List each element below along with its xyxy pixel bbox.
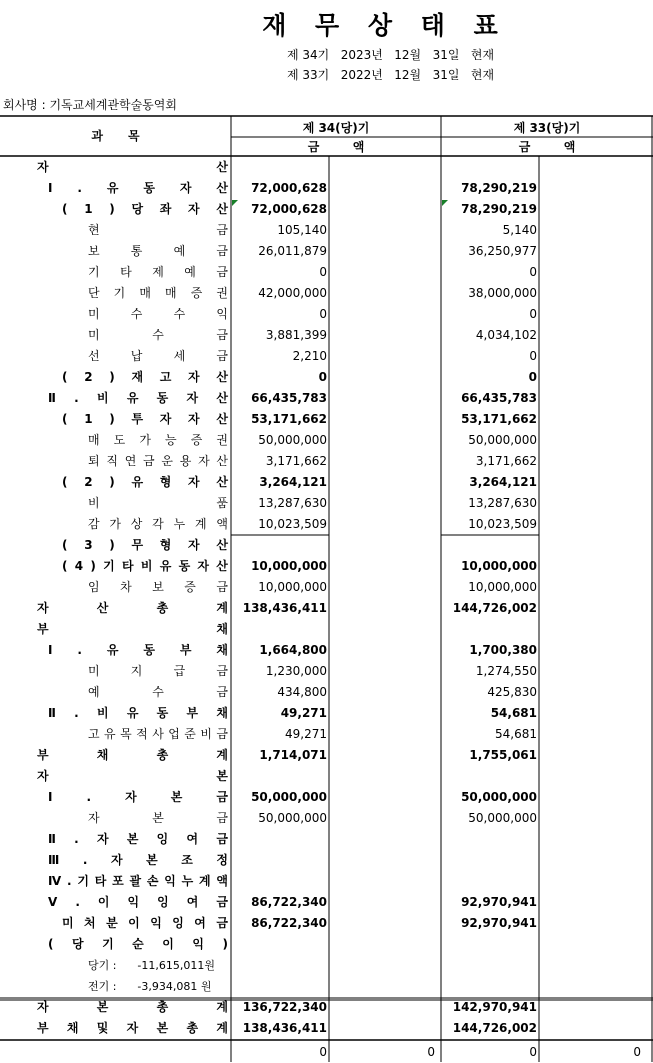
prior-amount: 92,970,941: [461, 916, 537, 930]
company-name: 회사명 : 기독교세계관학술동역회: [3, 98, 177, 112]
account-label: 비 품: [88, 496, 228, 510]
prior-amount: [443, 619, 537, 640]
current-amount: 10,023,509: [258, 517, 327, 531]
current-amount: 13,287,630: [258, 496, 327, 510]
prior-amount: [443, 766, 537, 787]
account-label: Ⅰ . 자 본 금: [48, 790, 228, 804]
cell-note-marker-icon: [442, 200, 448, 206]
account-label: ( 4 ) 기 타 비 유 동 자 산: [62, 559, 228, 573]
current-amount: 26,011,879: [258, 244, 327, 258]
current-amount: [233, 619, 327, 640]
prior-amount: 5,140: [502, 223, 537, 237]
prior-amount: 38,000,000: [468, 286, 537, 300]
current-amount: 53,171,662: [251, 412, 327, 426]
prior-amount: [443, 850, 537, 871]
header-amount-current: 금 액: [307, 140, 365, 154]
current-amount: 66,435,783: [251, 391, 327, 405]
footer-check-value: 0: [633, 1045, 641, 1059]
prior-amount: 13,287,630: [468, 496, 537, 510]
current-amount: 50,000,000: [258, 433, 327, 447]
footer-check-value: 0: [319, 1045, 327, 1059]
prior-amount: 1,755,061: [469, 748, 537, 762]
prior-amount: 0: [528, 370, 537, 384]
prior-amount: 0: [529, 265, 537, 279]
period-prior-label: 제 33기 2022년 12월 31일 현재: [287, 68, 495, 82]
header-amount-prior: 금 액: [518, 140, 576, 154]
current-amount: 2,210: [292, 349, 327, 363]
current-amount: 42,000,000: [258, 286, 327, 300]
prior-amount: [443, 871, 537, 892]
prior-amount: 66,435,783: [461, 391, 537, 405]
account-label: 자 본: [37, 769, 228, 783]
account-label: Ⅰ . 유 동 자 산: [48, 181, 228, 195]
current-amount: 0: [319, 265, 327, 279]
account-label: Ⅳ . 기 타 포 괄 손 익 누 계 액: [48, 874, 228, 888]
prior-amount: 1,274,550: [475, 664, 537, 678]
prior-amount: 10,000,000: [461, 559, 537, 573]
prior-amount: 36,250,977: [468, 244, 537, 258]
account-label: 부 채: [37, 622, 228, 636]
account-label: 전기 : -3,934,081 원: [88, 980, 212, 993]
current-amount: 0: [319, 307, 327, 321]
account-label: 자 본 금: [88, 811, 228, 825]
header-account-column: 과 목: [91, 129, 140, 143]
current-amount: 72,000,628: [251, 181, 327, 195]
account-label: 자 본 총 계: [37, 1000, 228, 1014]
prior-amount: 3,171,662: [475, 454, 537, 468]
current-amount: 86,722,340: [251, 916, 327, 930]
prior-amount: 54,681: [490, 706, 537, 720]
current-amount: 1,230,000: [265, 664, 327, 678]
current-amount: 138,436,411: [242, 601, 327, 615]
current-amount: 1,664,800: [259, 643, 327, 657]
current-amount: [233, 871, 327, 892]
current-amount: 105,140: [277, 223, 327, 237]
account-label: Ⅰ . 유 동 부 채: [48, 643, 228, 657]
prior-amount: 142,970,941: [452, 1000, 537, 1014]
current-amount: [233, 934, 327, 955]
prior-amount: [443, 976, 537, 997]
current-amount: [233, 955, 327, 976]
account-label: Ⅲ . 자 본 조 정: [48, 853, 228, 867]
account-label: 단 기 매 매 증 권: [88, 286, 228, 300]
current-amount: [233, 535, 327, 556]
account-label: 퇴 직 연 금 운 용 자 산: [88, 454, 228, 468]
prior-amount: 144,726,002: [452, 1021, 537, 1035]
account-label: 예 수 금: [88, 685, 228, 699]
account-label: 미 지 급 금: [88, 664, 228, 678]
current-amount: 49,271: [280, 706, 327, 720]
prior-amount: [443, 157, 537, 178]
footer-check-value: 0: [529, 1045, 537, 1059]
account-label: ( 2 ) 유 형 자 산: [62, 475, 228, 489]
prior-amount: 3,264,121: [469, 475, 537, 489]
account-label: Ⅱ . 비 유 동 부 채: [48, 706, 228, 720]
current-amount: [233, 766, 327, 787]
prior-amount: [443, 535, 537, 556]
prior-amount: [443, 934, 537, 955]
current-amount: [233, 829, 327, 850]
account-label: ( 1 ) 당 좌 자 산: [62, 202, 228, 216]
account-label: 임 차 보 증 금: [88, 580, 228, 594]
prior-amount: 78,290,219: [461, 202, 537, 216]
account-label: ( 2 ) 재 고 자 산: [62, 370, 228, 384]
current-amount: 136,722,340: [242, 1000, 327, 1014]
account-label: 미 수 수 익: [88, 307, 228, 321]
prior-amount: 425,830: [487, 685, 537, 699]
prior-amount: 50,000,000: [461, 790, 537, 804]
account-label: ( 당 기 순 이 익 ): [48, 937, 228, 951]
account-label: 당기 : -11,615,011원: [88, 959, 216, 972]
prior-amount: 50,000,000: [468, 433, 537, 447]
account-label: 자 산: [37, 160, 228, 174]
account-label: 자 산 총 계: [37, 601, 228, 615]
current-amount: [233, 157, 327, 178]
current-amount: [233, 976, 327, 997]
prior-amount: 0: [529, 307, 537, 321]
footer-check-value: 0: [427, 1045, 435, 1059]
account-label: 기 타 제 예 금: [88, 265, 228, 279]
current-amount: 10,000,000: [251, 559, 327, 573]
account-label: 매 도 가 능 증 권: [88, 433, 228, 447]
current-amount: 434,800: [277, 685, 327, 699]
current-amount: 50,000,000: [251, 790, 327, 804]
current-amount: [233, 850, 327, 871]
prior-amount: [443, 829, 537, 850]
current-amount: 86,722,340: [251, 895, 327, 909]
prior-amount: [443, 955, 537, 976]
account-label: Ⅴ . 이 익 잉 여 금: [48, 895, 228, 909]
current-amount: 3,264,121: [259, 475, 327, 489]
account-label: 선 납 세 금: [88, 349, 228, 363]
prior-amount: 144,726,002: [452, 601, 537, 615]
account-label: 부 채 총 계: [37, 748, 228, 762]
account-label: 미 처 분 이 익 잉 여 금: [62, 916, 228, 930]
current-amount: 138,436,411: [242, 1021, 327, 1035]
current-amount: 50,000,000: [258, 811, 327, 825]
prior-amount: 54,681: [495, 727, 537, 741]
account-label: Ⅱ . 자 본 잉 여 금: [48, 832, 228, 846]
period-current-label: 제 34기 2023년 12월 31일 현재: [287, 48, 495, 62]
cell-note-marker-icon: [232, 200, 238, 206]
account-label: ( 3 ) 무 형 자 산: [62, 538, 228, 552]
header-prior-period: 제 33(당)기: [513, 121, 581, 135]
current-amount: 3,171,662: [265, 454, 327, 468]
prior-amount: 53,171,662: [461, 412, 537, 426]
current-amount: 3,881,399: [265, 328, 327, 342]
current-amount: 49,271: [285, 727, 327, 741]
prior-amount: 78,290,219: [461, 181, 537, 195]
account-label: 부 채 및 자 본 총 계: [37, 1021, 228, 1035]
prior-amount: 10,023,509: [468, 517, 537, 531]
report-title: 재 무 상 태 표: [262, 11, 508, 40]
account-label: 고 유 목 적 사 업 준 비 금: [88, 727, 228, 741]
prior-amount: 92,970,941: [461, 895, 537, 909]
prior-amount: 4,034,102: [475, 328, 537, 342]
prior-amount: 0: [529, 349, 537, 363]
prior-amount: 50,000,000: [468, 811, 537, 825]
prior-amount: 10,000,000: [468, 580, 537, 594]
account-label: ( 1 ) 투 자 자 산: [62, 412, 228, 426]
current-amount: 72,000,628: [251, 202, 327, 216]
header-current-period: 제 34(당)기: [302, 121, 370, 135]
account-label: 보 통 예 금: [88, 244, 228, 258]
account-label: 미 수 금: [88, 328, 228, 342]
current-amount: 10,000,000: [258, 580, 327, 594]
current-amount: 1,714,071: [259, 748, 327, 762]
current-amount: 0: [318, 370, 327, 384]
prior-amount: 1,700,380: [469, 643, 537, 657]
account-label: 현 금: [88, 223, 228, 237]
account-label: 감 가 상 각 누 계 액: [88, 517, 228, 531]
account-label: Ⅱ . 비 유 동 자 산: [48, 391, 228, 405]
